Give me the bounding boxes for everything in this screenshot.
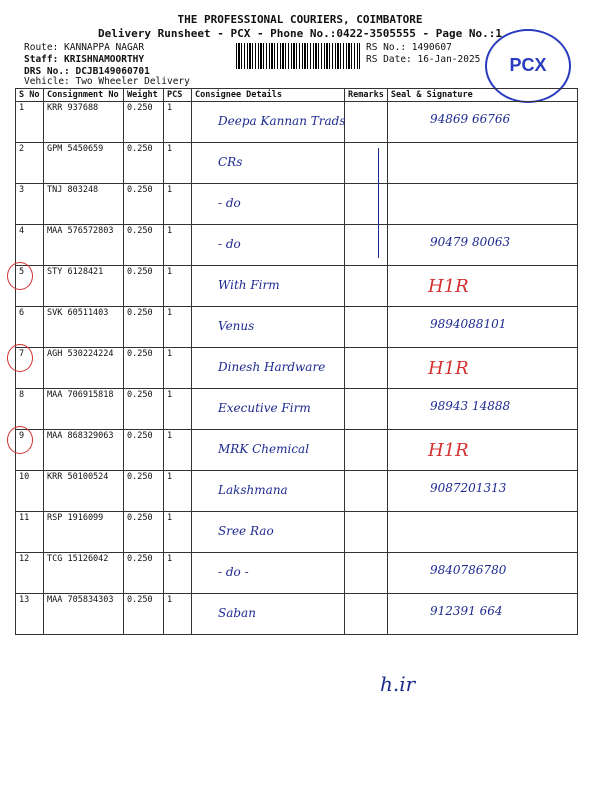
handwritten-signature: H1R <box>428 440 469 461</box>
handwritten-consignee: Saban <box>218 606 256 620</box>
bracket-mark <box>378 148 385 258</box>
consignee-cell <box>192 594 345 635</box>
table-header-row <box>16 89 578 102</box>
table-row <box>16 266 578 307</box>
cell-weight: 0.250 <box>124 553 164 594</box>
handwritten-consignee: Deepa Kannan Trads <box>218 114 346 128</box>
staff-field: Staff: KRISHNAMOORTHY <box>24 54 145 65</box>
cell-pcs: 1 <box>164 348 192 389</box>
handwritten-consignee: Dinesh Hardware <box>218 360 326 374</box>
cell-cno: GPM 5450659 <box>44 143 124 184</box>
footer-handwritten-note: h.ir <box>380 672 416 696</box>
cell-pcs: 1 <box>164 102 192 143</box>
cell-sno: 1 <box>16 102 44 143</box>
cell-pcs: 1 <box>164 266 192 307</box>
cell-sno: 8 <box>16 389 44 430</box>
drs-field: DRS No.: DCJB149060701 <box>24 66 150 77</box>
remarks-cell <box>345 430 388 471</box>
handwritten-consignee: Executive Firm <box>218 401 311 415</box>
cell-pcs: 1 <box>164 225 192 266</box>
header-remarks: Remarks <box>345 89 388 102</box>
signature-cell <box>387 143 577 184</box>
cell-pcs: 1 <box>164 143 192 184</box>
remarks-cell <box>345 102 388 143</box>
remarks-cell <box>345 594 388 635</box>
cell-cno: KRR 50100524 <box>44 471 124 512</box>
table-row <box>16 184 578 225</box>
header-weight: Weight <box>124 89 164 102</box>
consignee-cell <box>192 553 345 594</box>
cell-pcs: 1 <box>164 307 192 348</box>
header-seal-signature: Seal & Signature <box>387 89 577 102</box>
cell-cno: TNJ 803248 <box>44 184 124 225</box>
header-consignment: Consignment No <box>44 89 124 102</box>
red-circle-mark <box>7 344 33 372</box>
barcode-icon <box>236 43 360 69</box>
consignee-cell <box>192 307 345 348</box>
cell-weight: 0.250 <box>124 184 164 225</box>
cell-cno: KRR 937688 <box>44 102 124 143</box>
handwritten-signature: H1R <box>428 358 469 379</box>
cell-sno: 3 <box>16 184 44 225</box>
remarks-cell <box>345 307 388 348</box>
table-row <box>16 143 578 184</box>
stamp-label: PCX <box>509 55 547 75</box>
cell-weight: 0.250 <box>124 225 164 266</box>
cell-cno: MAA 576572803 <box>44 225 124 266</box>
signature-cell <box>387 430 577 471</box>
cell-weight: 0.250 <box>124 594 164 635</box>
cell-cno: SVK 60511403 <box>44 307 124 348</box>
rs-date-field: RS Date: 16-Jan-2025 <box>366 54 481 65</box>
cell-weight: 0.250 <box>124 348 164 389</box>
cell-weight: 0.250 <box>124 102 164 143</box>
cell-sno: 4 <box>16 225 44 266</box>
signature-cell <box>387 184 577 225</box>
handwritten-consignee: Venus <box>218 319 255 333</box>
cell-pcs: 1 <box>164 512 192 553</box>
handwritten-consignee: - do <box>218 237 241 251</box>
handwritten-consignee: CRs <box>218 155 243 169</box>
cell-weight: 0.250 <box>124 471 164 512</box>
document-title: THE PROFESSIONAL COURIERS, COIMBATORE <box>177 13 423 26</box>
cell-pcs: 1 <box>164 184 192 225</box>
handwritten-consignee: With Firm <box>218 278 280 292</box>
signature-cell <box>387 512 577 553</box>
cell-weight: 0.250 <box>124 512 164 553</box>
cell-sno: 9 <box>16 430 44 471</box>
rs-number-field: RS No.: 1490607 <box>366 42 452 53</box>
header-sno: S No <box>16 89 44 102</box>
remarks-cell <box>345 471 388 512</box>
remarks-cell <box>345 266 388 307</box>
cell-pcs: 1 <box>164 430 192 471</box>
header-pcs: PCS <box>164 89 192 102</box>
handwritten-signature: 94869 66766 <box>430 112 511 126</box>
header-consignee: Consignee Details <box>192 89 345 102</box>
cell-weight: 0.250 <box>124 266 164 307</box>
remarks-cell <box>345 348 388 389</box>
signature-cell <box>387 348 577 389</box>
remarks-cell <box>345 512 388 553</box>
table-row <box>16 512 578 553</box>
cell-cno: MAA 705834303 <box>44 594 124 635</box>
cell-sno: 7 <box>16 348 44 389</box>
handwritten-signature: H1R <box>428 276 469 297</box>
cell-cno: AGH 530224224 <box>44 348 124 389</box>
cell-pcs: 1 <box>164 594 192 635</box>
cell-weight: 0.250 <box>124 307 164 348</box>
cell-sno: 5 <box>16 266 44 307</box>
remarks-cell <box>345 553 388 594</box>
red-circle-mark <box>7 262 33 290</box>
handwritten-consignee: - do - <box>218 565 249 579</box>
route-field: Route: KANNAPPA NAGAR <box>24 42 145 53</box>
handwritten-consignee: Sree Rao <box>218 524 274 538</box>
signature-cell <box>387 266 577 307</box>
red-circle-mark <box>7 426 33 454</box>
cell-sno: 12 <box>16 553 44 594</box>
cell-sno: 13 <box>16 594 44 635</box>
cell-sno: 11 <box>16 512 44 553</box>
handwritten-signature: 9894088101 <box>430 317 507 331</box>
handwritten-consignee: - do <box>218 196 241 210</box>
handwritten-signature: 9087201313 <box>430 481 507 495</box>
cell-sno: 10 <box>16 471 44 512</box>
handwritten-consignee: Lakshmana <box>218 483 288 497</box>
vehicle-field: Vehicle: Two Wheeler Delivery <box>24 76 190 87</box>
cell-sno: 6 <box>16 307 44 348</box>
cell-cno: TCG 15126042 <box>44 553 124 594</box>
consignee-cell <box>192 143 345 184</box>
cell-cno: MAA 868329063 <box>44 430 124 471</box>
document-subtitle: Delivery Runsheet - PCX - Phone No.:0422-3505555 - Page No.:1 <box>98 27 502 40</box>
handwritten-signature: 98943 14888 <box>430 399 511 413</box>
handwritten-signature: 912391 664 <box>430 604 503 618</box>
cell-weight: 0.250 <box>124 430 164 471</box>
cell-pcs: 1 <box>164 553 192 594</box>
cell-sno: 2 <box>16 143 44 184</box>
remarks-cell <box>345 389 388 430</box>
cell-pcs: 1 <box>164 389 192 430</box>
consignee-cell <box>192 225 345 266</box>
cell-weight: 0.250 <box>124 143 164 184</box>
handwritten-signature: 90479 80063 <box>430 235 511 249</box>
cell-cno: RSP 1916099 <box>44 512 124 553</box>
cell-weight: 0.250 <box>124 389 164 430</box>
handwritten-signature: 9840786780 <box>430 563 507 577</box>
handwritten-consignee: MRK Chemical <box>218 442 310 456</box>
cell-cno: MAA 706915818 <box>44 389 124 430</box>
cell-pcs: 1 <box>164 471 192 512</box>
cell-cno: STY 6128421 <box>44 266 124 307</box>
consignee-cell <box>192 184 345 225</box>
